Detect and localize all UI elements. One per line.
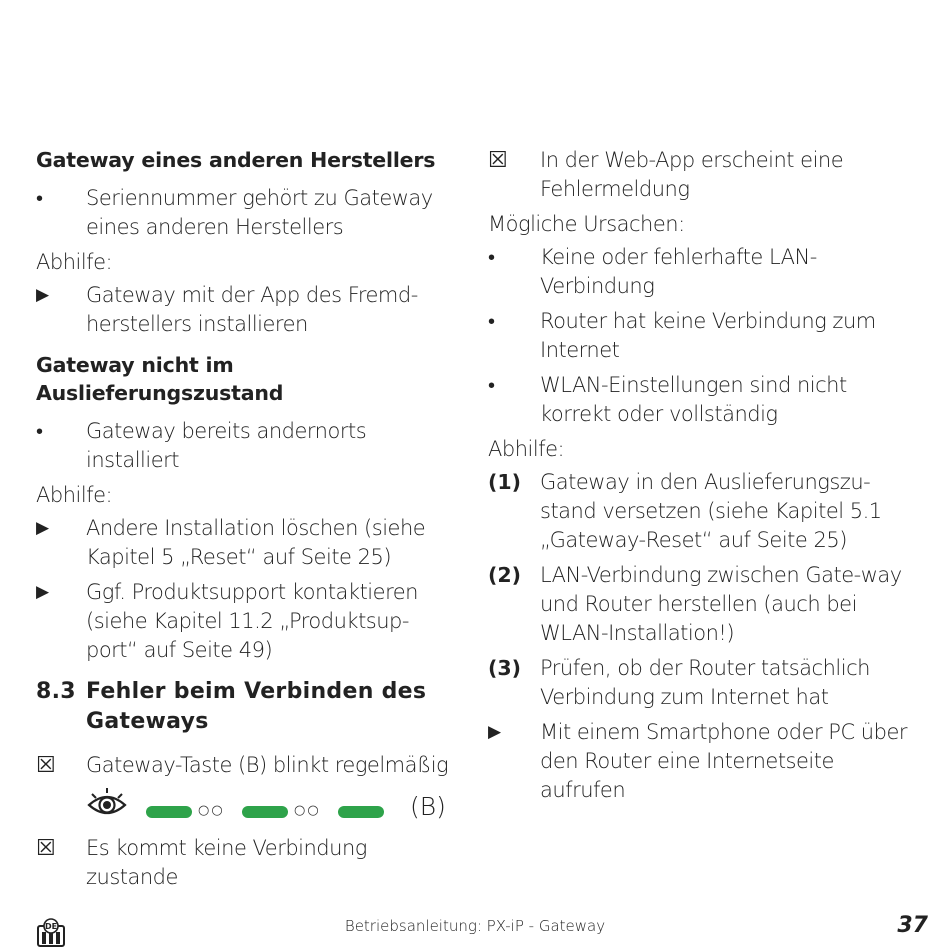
- action-text: Mit einem Smartphone oder PC über den Router eine Internetseite aufrufen: [540, 720, 907, 802]
- step-text: Prüfen, ob der Router tatsächlich Verbindung zum Internet hat: [540, 656, 870, 709]
- step-text: Gateway in den Auslieferungszu-stand versetzen (siehe Kapitel 5.1 „Gateway-Reset“ auf Seite 25): [540, 470, 882, 552]
- list-item: [488, 243, 918, 301]
- right-column: [488, 146, 918, 811]
- led-on-bar: [338, 806, 384, 818]
- list-item: [488, 718, 918, 805]
- remedy-label: Abhilfe:: [36, 483, 113, 507]
- cause-text: Router hat keine Verbindung zum Internet: [540, 309, 876, 362]
- list-item: [488, 307, 918, 365]
- list-item: [36, 281, 456, 339]
- list-item: [36, 578, 456, 665]
- footer-title: Betriebsanleitung: PX-iP - Gateway: [344, 917, 606, 935]
- section-number: 8.3: [36, 679, 76, 704]
- list-item: [488, 561, 918, 648]
- button-label: (B): [410, 792, 446, 821]
- heading-other-manufacturer: Gateway eines anderen Herstellers: [36, 148, 436, 172]
- bullet-icon: •: [36, 186, 43, 210]
- led-off-dots: ○○: [198, 803, 225, 818]
- arrow-icon: ▶: [36, 582, 49, 602]
- arrow-icon: ▶: [488, 722, 501, 742]
- bullet-icon: •: [36, 419, 43, 443]
- step-text: LAN-Verbindung zwischen Gate-way und Router herstellen (auch bei WLAN-Installation!): [540, 563, 902, 645]
- list-item: [488, 654, 918, 712]
- section-heading: [36, 677, 456, 737]
- step-number: (2): [488, 563, 522, 587]
- action-text: Gateway mit der App des Fremd-herstellers installieren: [86, 283, 418, 336]
- left-column: [36, 146, 456, 898]
- list-item: [488, 371, 918, 429]
- causes-label: Mögliche Ursachen:: [488, 212, 685, 236]
- arrow-icon: ▶: [36, 518, 49, 538]
- list-item: [36, 834, 456, 892]
- bullet-icon: •: [488, 373, 495, 397]
- symptom-text: In der Web-App erscheint eine Fehlermeldung: [540, 148, 844, 201]
- bullet-icon: •: [488, 309, 495, 333]
- remedy-label: Abhilfe:: [36, 250, 113, 274]
- bullet-text: Seriennummer gehört zu Gateway eines anderen Herstellers: [86, 186, 433, 239]
- language-badge: DE: [44, 922, 58, 931]
- led-on-bar: [242, 806, 288, 818]
- eye-icon: [86, 788, 128, 822]
- step-number: (3): [488, 656, 522, 680]
- list-item: [36, 751, 456, 780]
- list-item: [36, 184, 456, 242]
- checkbox-icon: ☒: [36, 836, 56, 861]
- section-title: Fehler beim Verbinden des Gateways: [86, 679, 427, 734]
- symptom-text: Gateway-Taste (B) blinkt regelmäßig: [86, 753, 449, 777]
- action-text: Andere Installation löschen (siehe Kapitel 5 „Reset“ auf Seite 25): [86, 516, 426, 569]
- checkbox-icon: ☒: [36, 753, 56, 778]
- bullet-text: Gateway bereits andernorts installiert: [86, 419, 367, 472]
- list-item: [488, 146, 918, 204]
- led-on-bar: [146, 806, 192, 818]
- page-number: 37: [897, 913, 928, 938]
- arrow-icon: ▶: [36, 285, 49, 305]
- step-number: (1): [488, 470, 522, 494]
- list-item: [488, 468, 918, 555]
- list-item: [36, 417, 456, 475]
- list-item: [36, 514, 456, 572]
- symptom-text: Es kommt keine Verbindung zustande: [86, 836, 367, 889]
- blink-pattern: [36, 786, 456, 832]
- led-off-dots: ○○: [294, 803, 321, 818]
- action-text: Ggf. Produktsupport kontaktieren (siehe Kapitel 11.2 „Produktsup-port“ auf Seite 49): [86, 580, 418, 662]
- cause-text: WLAN-Einstellungen sind nicht korrekt oder vollständig: [540, 373, 847, 426]
- checkbox-icon: ☒: [488, 148, 508, 173]
- bullet-icon: •: [488, 245, 495, 269]
- remedy-label: Abhilfe:: [488, 437, 565, 461]
- heading-not-delivery-state: Gateway nicht im Auslieferungszustand: [36, 353, 284, 405]
- cause-text: Keine oder fehlerhafte LAN-Verbindung: [540, 245, 817, 298]
